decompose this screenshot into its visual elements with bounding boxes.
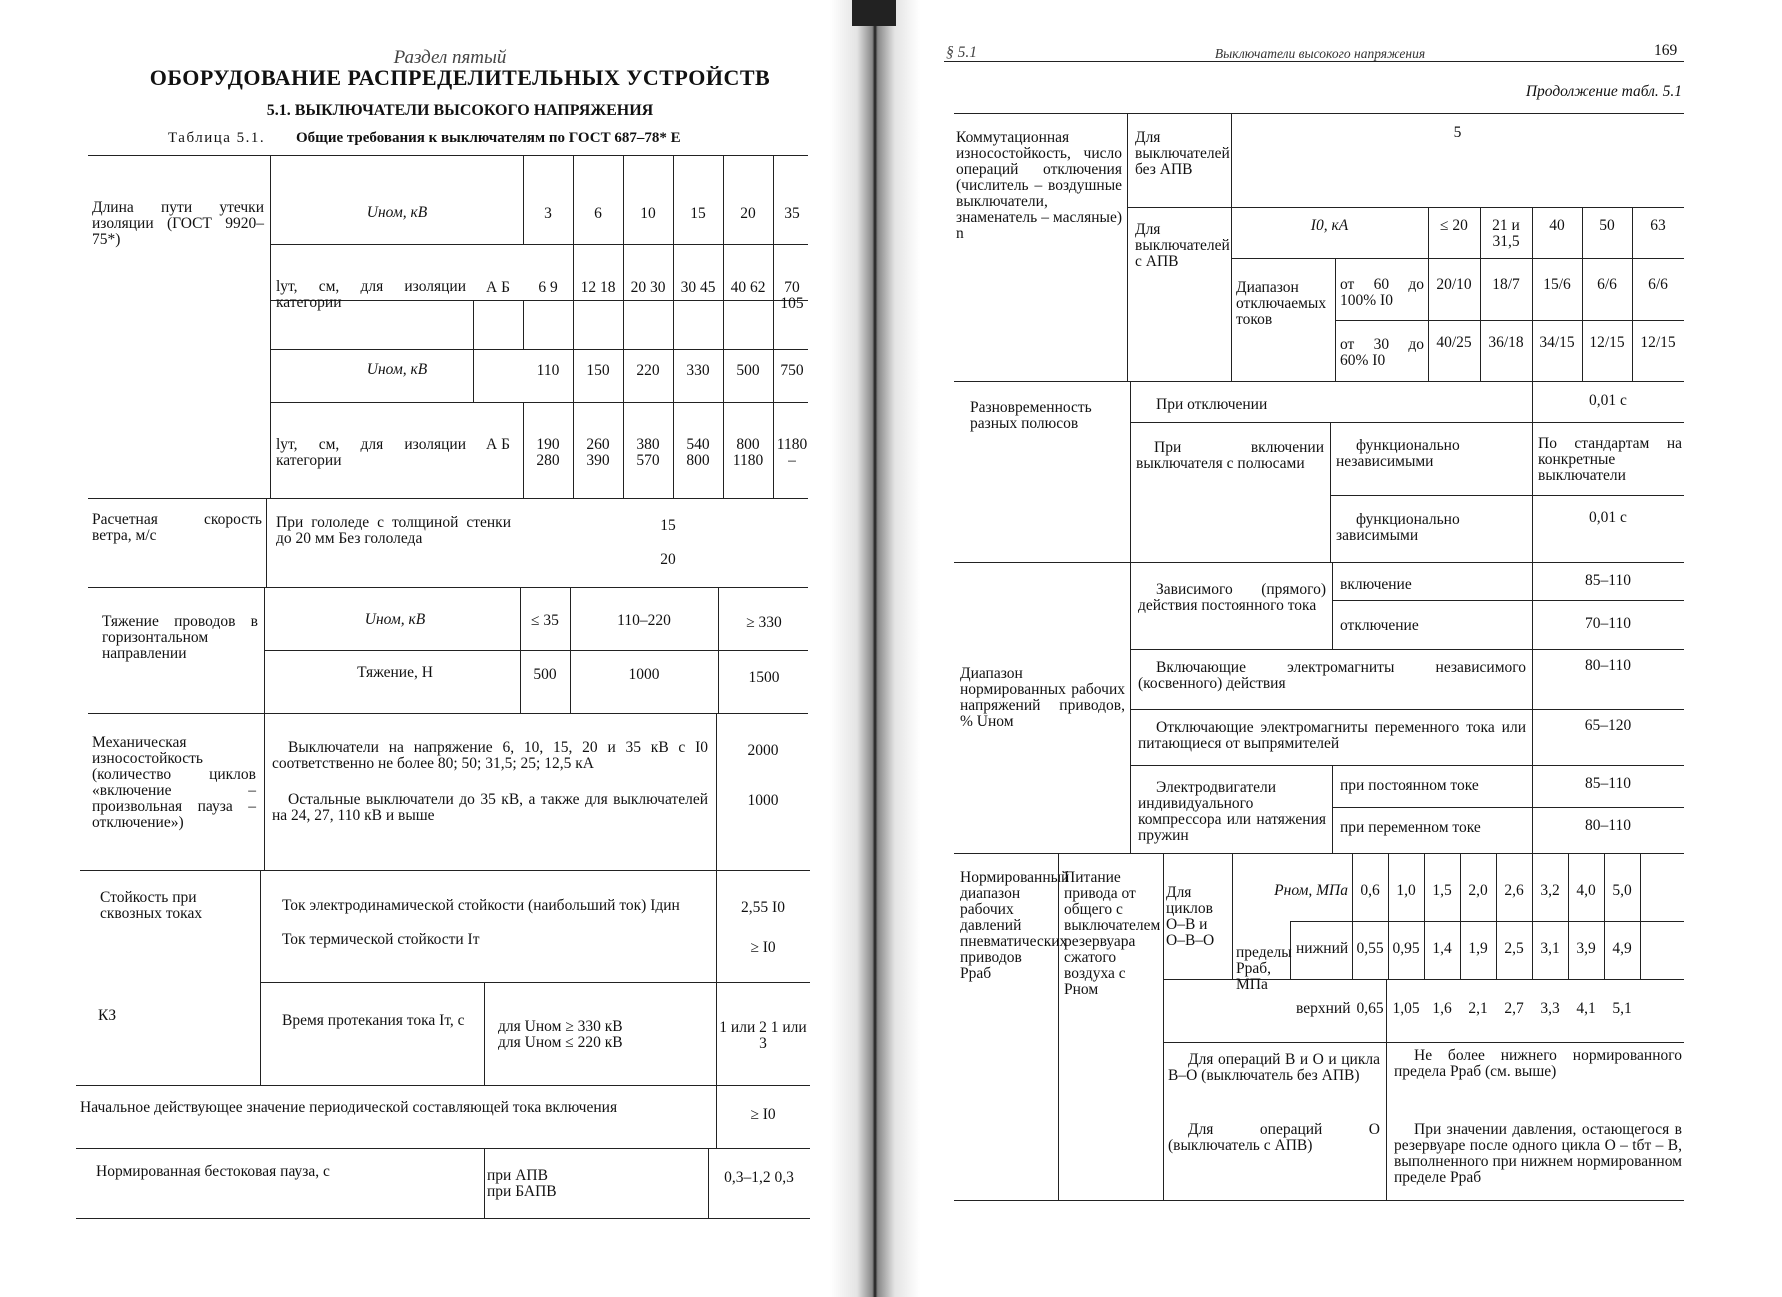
at-closing-label: При включении выключателя с полюсами: [1136, 439, 1324, 472]
voltage-cell: 500: [736, 362, 760, 379]
range-cell: 6/6: [1648, 276, 1668, 293]
tension-value: 500: [533, 666, 557, 683]
closing-label: включение: [1340, 576, 1412, 593]
closing-em-label: Включающие электромагниты независимого (косвенного) действия: [1138, 659, 1526, 692]
upper-limit-cell: 1,6: [1432, 1000, 1452, 1017]
leak-cell: 800 1180: [732, 436, 764, 469]
range-cell: 20/10: [1436, 276, 1472, 293]
p-nom-cell: 2,6: [1504, 882, 1524, 899]
tension-value: 1500: [748, 669, 780, 686]
p-nom-cell: 4,0: [1576, 882, 1596, 899]
i0-col: 40: [1549, 217, 1565, 234]
upper-limit-cell: 3,3: [1540, 1000, 1560, 1017]
lower-limit-label: нижний: [1296, 940, 1349, 957]
upper-limit-cell: 4,1: [1576, 1000, 1596, 1017]
lower-limit-cell: 4,9: [1612, 940, 1632, 957]
dead-time-value: 0,3–1,2 0,3: [724, 1169, 794, 1186]
ac-current-label: при переменном токе: [1340, 819, 1481, 836]
lower-limit-cell: 0,55: [1356, 940, 1384, 957]
p-nom-label: Pном, МПа: [1274, 882, 1348, 899]
dead-time-label: Нормированная бестоковая пауза, с: [96, 1163, 330, 1180]
current-time-label: Время протекания тока Iт, с: [282, 1012, 465, 1029]
independent-poles-value: По стандартам на конкретные выключатели: [1538, 435, 1682, 484]
leak-cell: 1180 –: [776, 436, 808, 469]
dependent-poles-value: 0,01 с: [1589, 509, 1627, 526]
range-cell: 6/6: [1597, 276, 1617, 293]
voltage-cell: 330: [686, 362, 710, 379]
p-nom-cell: 1,5: [1432, 882, 1452, 899]
opening-em-value: 65–120: [1584, 717, 1632, 734]
lower-limit-cell: 3,1: [1540, 940, 1560, 957]
closing-em-value: 80–110: [1585, 657, 1631, 674]
dependent-poles-label: функционально зависимыми: [1336, 511, 1460, 544]
dynamic-current-text: Ток электродинамической стойкости (наибольший ток) Iдин: [282, 897, 680, 914]
p-nom-cell: 5,0: [1612, 882, 1632, 899]
at-opening-label: При отключении: [1156, 396, 1268, 413]
current-time-values: 1 или 2 1 или 3: [719, 1019, 807, 1052]
leak-per-category-label-2: lут, см, для изоляции категории: [276, 436, 466, 469]
tension-u-cell: ≤ 35: [531, 612, 559, 629]
leak-cell: 6 9: [538, 279, 558, 296]
voltage-cell: 3: [544, 205, 552, 222]
cycles-label: Для циклов О–В и О–В–О: [1166, 884, 1215, 949]
voltage-cell: 110: [536, 362, 560, 379]
dc-direct-action-label: Зависимого (прямого) действия постоянного тока: [1138, 581, 1326, 614]
i0-header: I0, кА: [1310, 217, 1349, 234]
upper-limit-cell: 0,65: [1356, 1000, 1384, 1017]
voltage-cell: 10: [640, 205, 656, 222]
range-cell: 40/25: [1436, 334, 1472, 351]
dc-current-value: 85–110: [1585, 775, 1631, 792]
tension-label: Тяжение проводов в горизонтальном направлении: [102, 613, 258, 662]
right-page: [900, 0, 1782, 1297]
i0-col: 63: [1650, 217, 1666, 234]
mechanical-text-1: Выключатели на напряжение 6, 10, 15, 20 и 35 кВ с I0 соответственно не более 80; 50; 31,5; 25; 12,5 кА: [272, 739, 708, 772]
range-cell: 34/15: [1539, 334, 1575, 351]
opening-em-label: Отключающие электромагниты переменного тока или питающиеся от выпрямителей: [1138, 719, 1526, 752]
voltage-cell: 150: [586, 362, 610, 379]
motor-drives-label: Электродвигатели индивидуального компрессора или натяжения пружин: [1138, 779, 1326, 844]
lower-limit-cell: 2,5: [1504, 940, 1524, 957]
wind-speed-label: Расчетная скорость ветра, м/с: [92, 511, 262, 544]
dc-current-label: при постоянном токе: [1340, 777, 1479, 794]
pneumatic-pressure-label: Нормированный диапазон рабочих давлений пневматических приводов Pраб: [960, 869, 1070, 982]
tension-row-label: Тяжение, Н: [357, 664, 433, 681]
operations-with-apv-value: При значении давления, остающегося в резервуаре после одного цикла О – tбт – В, выполненного при нижнем нормированном пределе Pраб: [1394, 1121, 1682, 1186]
mechanical-value: 2000: [747, 742, 779, 759]
mechanical-wear-label: Механическая износостойкость (количество циклов «включение – произвольная пауза – отключение»): [92, 734, 256, 831]
leak-cell: 30 45: [680, 279, 716, 296]
category-ab: А Б: [486, 436, 510, 453]
dynamic-current-value: 2,55 I0: [741, 899, 785, 916]
leak-cell: 540 800: [686, 436, 710, 469]
drive-voltage-label: Диапазон нормированных рабочих напряжений приводов, % Uном: [960, 665, 1125, 730]
range-cell: 12/15: [1589, 334, 1625, 351]
p-nom-cell: 3,2: [1540, 882, 1560, 899]
range-row-label: от 30 до 60% I0: [1340, 336, 1424, 369]
range-cell: 12/15: [1640, 334, 1676, 351]
opening-value: 70–110: [1585, 615, 1631, 632]
leak-cell: 260 390: [586, 436, 610, 469]
lower-limit-cell: 1,9: [1468, 940, 1488, 957]
at-opening-value: 0,01 с: [1589, 392, 1627, 409]
section-heading: 5.1. ВЫКЛЮЧАТЕЛИ ВЫСОКОГО НАПРЯЖЕНИЯ: [266, 102, 654, 119]
opening-label: отключение: [1340, 617, 1419, 634]
wind-condition: При гололеде с толщиной стенки до 20 мм Без гололеда: [276, 514, 511, 547]
range-cell: 15/6: [1543, 276, 1571, 293]
current-time-condition: для Uном ≥ 330 кВ для Uном ≤ 220 кВ: [498, 1018, 623, 1051]
lower-limit-cell: 3,9: [1576, 940, 1596, 957]
mechanical-text-2: Остальные выключатели до 35 кВ, а также для выключателей на 24, 27, 110 кВ и выше: [272, 791, 708, 824]
leak-per-category-label: lут, см, для изоляции категории: [276, 278, 466, 311]
section-label: Раздел пятый: [393, 47, 507, 68]
table-caption: Общие требования к выключателям по ГОСТ 687–78* Е: [296, 130, 681, 146]
category-ab: А Б: [486, 279, 510, 296]
upper-limit-cell: 5,1: [1612, 1000, 1632, 1017]
without-apv-label: Для выключателей без АПВ: [1135, 129, 1230, 178]
chapter-title: ОБОРУДОВАНИЕ РАСПРЕДЕЛИТЕЛЬНЫХ УСТРОЙСТВ: [149, 65, 771, 90]
range-row-label: от 60 до 100% I0: [1340, 276, 1424, 309]
short-circuit-label: Стойкость при сквозных токах: [100, 889, 203, 922]
air-supply-label: Питание привода от общего с выключателем резервуара сжатого воздуха с Pном: [1064, 869, 1161, 998]
initial-current-label: Начальное действующее значение периодической составляющей тока включения: [80, 1099, 618, 1116]
initial-current-value: ≥ I0: [750, 1106, 776, 1123]
thermal-current-text: Ток термической стойкости Iт: [282, 931, 480, 948]
thermal-current-value: ≥ I0: [750, 939, 776, 956]
kz-label: КЗ: [98, 1007, 117, 1024]
voltage-cell: 750: [780, 362, 804, 379]
leak-cell: 70 105: [780, 279, 804, 312]
leak-length-label: Длина пути утечки изоляции (ГОСТ 9920–75*): [92, 199, 264, 248]
lower-limit-cell: 1,4: [1432, 940, 1452, 957]
wind-value: 15: [660, 517, 676, 534]
mechanical-value: 1000: [747, 792, 779, 809]
pole-nonsimultaneity-label: Разновременность разных полюсов: [970, 399, 1092, 432]
u-nom-header: Uном, кВ: [366, 204, 428, 221]
section-ref: § 5.1: [946, 44, 977, 61]
leak-cell: 40 62: [730, 279, 766, 296]
closing-value: 85–110: [1585, 572, 1631, 589]
dead-time-condition: при АПВ при БАПВ: [487, 1167, 557, 1200]
wind-value: 20: [660, 551, 676, 568]
operations-with-apv-label: Для операций О (выключатель с АПВ): [1168, 1121, 1380, 1154]
leak-cell: 20 30: [630, 279, 666, 296]
left-page: [0, 0, 880, 1297]
independent-poles-label: функционально независимыми: [1336, 437, 1460, 470]
switching-wear-label: Коммутационная износостойкость, число операций отключения (числитель – воздушные выключатели, знаменатель – масляные) n: [956, 129, 1122, 242]
tension-value: 1000: [628, 666, 660, 683]
leak-cell: 190 280: [536, 436, 560, 469]
range-cell: 36/18: [1488, 334, 1524, 351]
page-number: 169: [1654, 42, 1678, 59]
limits-label: пределы Pраб, МПа: [1236, 944, 1292, 993]
i0-col: 21 и 31,5: [1492, 217, 1520, 250]
with-apv-label: Для выключателей с АПВ: [1135, 221, 1230, 270]
without-apv-value: 5: [1453, 124, 1462, 141]
voltage-cell: 15: [690, 205, 706, 222]
upper-limit-cell: 1,05: [1392, 1000, 1420, 1017]
operations-without-apv-value: Не более нижнего нормированного предела Pраб (см. выше): [1394, 1047, 1682, 1080]
ac-current-value: 80–110: [1585, 817, 1631, 834]
p-nom-cell: 1,0: [1396, 882, 1416, 899]
i0-col: 50: [1599, 217, 1615, 234]
tension-u-cell: 110–220: [617, 612, 671, 629]
upper-limit-cell: 2,1: [1468, 1000, 1488, 1017]
tension-u-header: Uном, кВ: [364, 611, 426, 628]
i0-col: ≤ 20: [1440, 217, 1468, 234]
voltage-cell: 6: [594, 205, 602, 222]
p-nom-cell: 0,6: [1360, 882, 1380, 899]
breaking-range-label: Диапазон отключаемых токов: [1236, 279, 1327, 328]
leak-cell: 380 570: [636, 436, 660, 469]
operations-without-apv-label: Для операций В и О и цикла В–О (выключатель без АПВ): [1168, 1051, 1380, 1084]
range-cell: 18/7: [1492, 276, 1520, 293]
upper-limit-label: верхний: [1296, 1000, 1351, 1017]
u-nom-header-2: Uном, кВ: [366, 361, 428, 378]
p-nom-cell: 2,0: [1468, 882, 1488, 899]
running-title: Выключатели высокого напряжения: [1214, 46, 1426, 61]
lower-limit-cell: 0,95: [1392, 940, 1420, 957]
continuation-note: Продолжение табл. 5.1: [1525, 83, 1682, 100]
upper-limit-cell: 2,7: [1504, 1000, 1524, 1017]
voltage-cell: 220: [636, 362, 660, 379]
voltage-cell: 20: [740, 205, 756, 222]
leak-cell: 12 18: [580, 279, 616, 296]
table-caption-prefix: Таблица 5.1.: [168, 130, 266, 146]
tension-u-cell: ≥ 330: [746, 614, 782, 631]
voltage-cell: 35: [784, 205, 800, 222]
